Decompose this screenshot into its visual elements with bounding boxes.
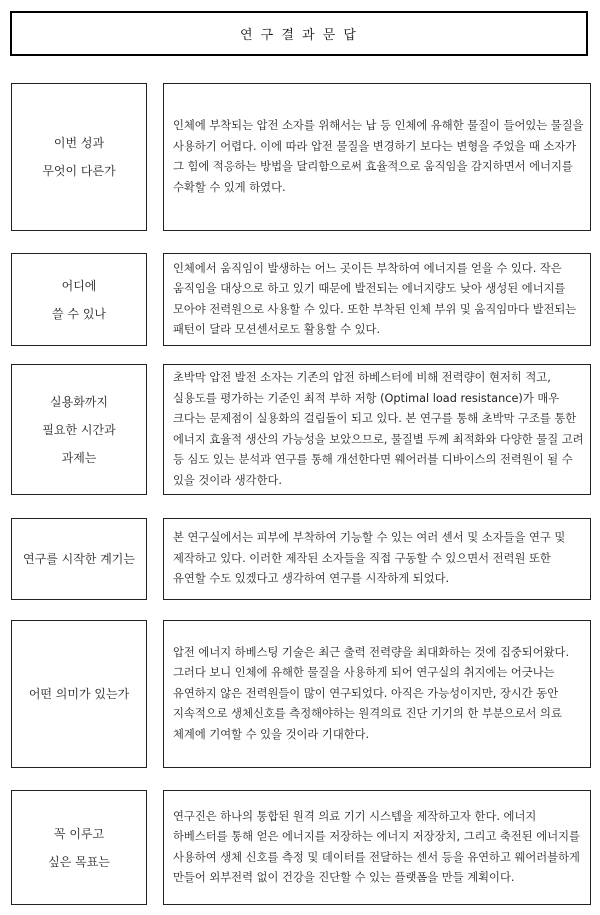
answer-text-2: 인체에서 움직임이 발생하는 어느 곳이든 부착하여 에너지를 얻을 수 있다. 작은 움직임을 대상으로 하고 있기 때문에 발전되는 에너지량도 낮아 생성된 에너지를 모아야 전력원으로 사용할 수 있다. 또한 부착된 인체 부위 및 움직임마다 발전되는 패턴이 달라 모션센서로도 활용할 수 있다. xyxy=(173,261,577,336)
answer-text-3: 초박막 압전 발전 소자는 기존의 압전 하베스터에 비해 전력량이 현저히 적고, 실용도를 평가하는 기준인 최적 부하 저항 (Optimal load resistance)가 매우 크다는 문제점이 실용화의 걸림돌이 되고 있다. 본 연구를 통해 초박막 구조를 통한 에너지 효율적 생산의 가능성을 보았으므로, 물질별 두께 최적화와 다양한 물질 고려 등 심도 있는 분석과 연구를 통해 개선한다면 웨어러블 디바이스의 전력원이 될 수 있을 것이라 생각한다. xyxy=(173,371,584,487)
question-box-4: 연구를 시작한 계기는 xyxy=(11,518,147,600)
question-box-3: 실용화까지 필요한 시간과 과제는 xyxy=(11,364,147,495)
question-box-5: 어떤 의미가 있는가 xyxy=(11,620,147,768)
answer-box-1 xyxy=(163,83,591,231)
answer-text-1: 인체에 부착되는 압전 소자를 위해서는 납 등 인체에 유해한 물질이 들어있는 물질을 사용하기 어렵다. 이에 따라 압전 물질을 변경하기 보다는 변형을 주었을 때 소자가 그 힘에 적응하는 방법을 달리함으로써 효율적으로 움직임을 감지하면서 에너지를 수확할 수 있게 하였다. xyxy=(173,119,584,194)
answer-text-4: 본 연구실에서는 피부에 부착하여 기능할 수 있는 여러 센서 및 소자들을 연구 및 제작하고 있다. 이러한 제작된 소자들을 직접 구동할 수 있으면서 전력원 또한 유연할 수도 있겠다고 생각하여 연구를 시작하게 되었다. xyxy=(173,531,566,586)
page-title: 연 구 결 과 문 답 xyxy=(10,11,588,56)
answer-text-5: 압전 에너지 하베스팅 기술은 최근 출력 전력량을 최대화하는 것에 집중되어왔다. 그러다 보니 인체에 유해한 물질을 사용하게 되어 연구실의 취지에는 어긋나는 유연하지 않은 전력원들이 많이 연구되었다. 아직은 가능성이지만, 장시간 동안 지속적으로 생체신호를 측정해야하는 원격의료 진단 기기의 한 부분으로서 의료 체계에 기여할 수 있을 것이라 기대한다. xyxy=(173,645,570,741)
question-box-2: 어디에 쓸 수 있나 xyxy=(11,253,147,346)
answer-box-6 xyxy=(163,790,591,905)
answer-box-4 xyxy=(163,518,591,600)
question-box-1: 이번 성과 무엇이 다른가 xyxy=(11,83,147,231)
answer-box-5 xyxy=(163,620,591,768)
question-box-6: 꼭 이루고 싶은 목표는 xyxy=(11,790,147,905)
answer-box-3 xyxy=(163,364,591,495)
answer-text-6: 연구진은 하나의 통합된 원격 의료 기기 시스템을 제작하고자 한다. 에너지 하베스터를 통해 얻은 에너지를 저장하는 에너지 저장장치, 그리고 축전된 에너지를 사용하여 생체 신호를 측정 및 데이터를 전달하는 센서 등을 유연하고 웨어러블하게 만들어 외부전력 없이 건강을 진단할 수 있는 플랫폼을 만들 계획이다. xyxy=(173,809,580,884)
answer-box-2 xyxy=(163,253,591,346)
